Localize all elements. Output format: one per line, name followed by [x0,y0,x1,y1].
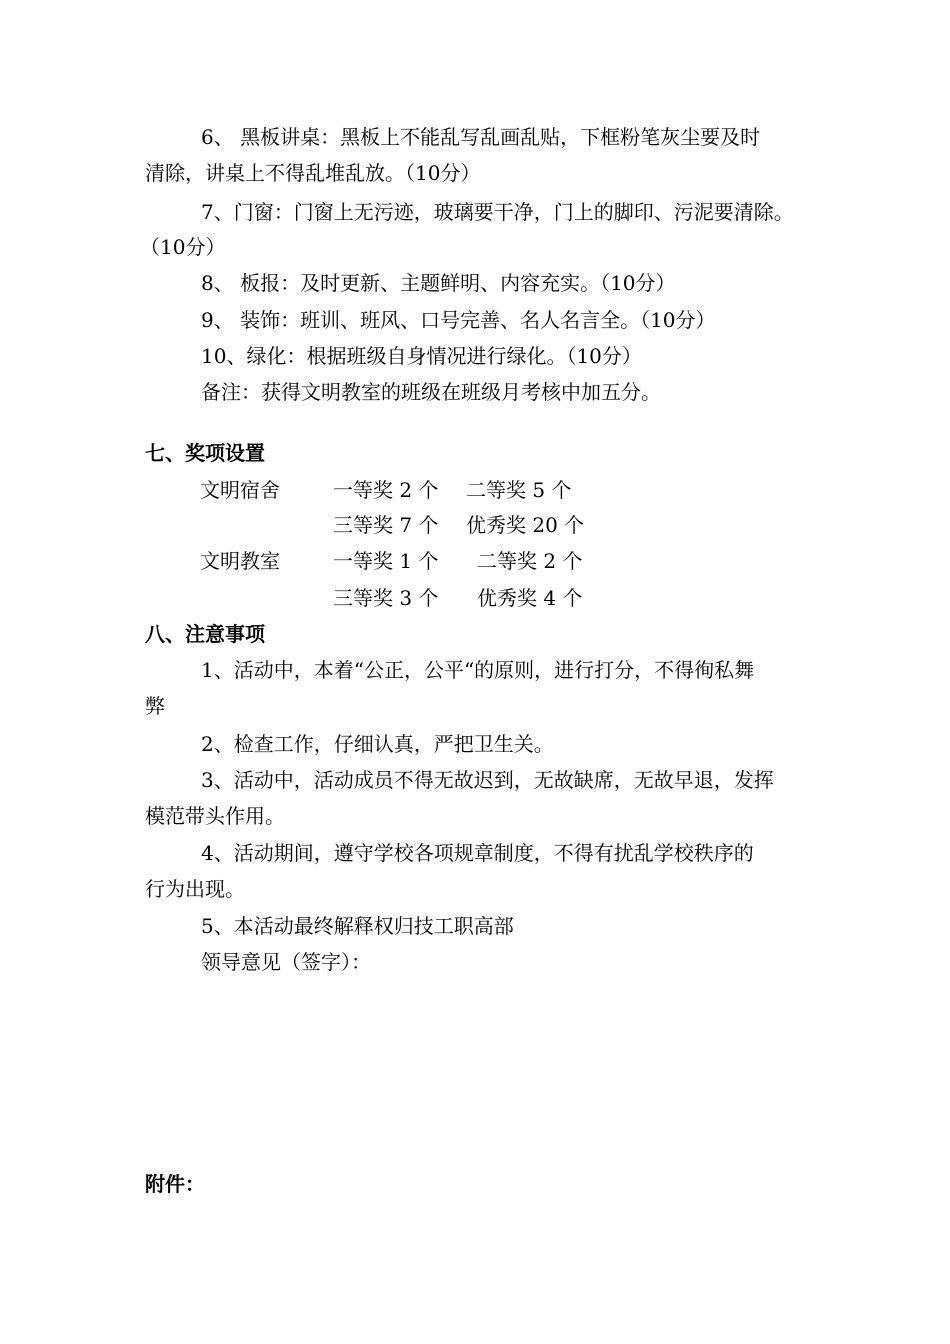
rule-item-6-line2: 清除，讲桌上不得乱堆乱放。（10分） [145,161,481,185]
rule-item-10: 10、绿化：根据班级自身情况进行绿化。（10分） [201,344,642,368]
award-dorm-second: 二等奖 5 个 [466,478,572,502]
note-item-4-line1: 4、活动期间，遵守学校各项规章制度，不得有扰乱学校秩序的 [201,841,754,865]
note-item-3-line2: 模范带头作用。 [145,804,285,828]
award-classroom-third: 三等奖 3 个 [333,586,439,610]
award-category-classroom: 文明教室 [200,549,280,573]
rule-item-8: 8、 板报：及时更新、主题鲜明、内容充实。（10分） [201,271,676,295]
award-classroom-first: 一等奖 1 个 [333,549,439,573]
award-dorm-third: 三等奖 7 个 [333,513,439,537]
award-dorm-first: 一等奖 2 个 [333,478,439,502]
note-item-2: 2、检查工作，仔细认真，严把卫生关。 [201,732,554,756]
rule-item-7-line1: 7、门窗：门窗上无污迹，玻璃要干净，门上的脚印、污泥要清除。 [201,200,794,224]
rule-item-7-line2: （10分） [140,235,226,259]
note-item-3-line1: 3、活动中，活动成员不得无故迟到，无故缺席，无故早退，发挥 [201,768,774,792]
award-category-dorm: 文明宿舍 [200,478,280,502]
note-item-1-line1: 1、活动中，本着“公正，公平“的原则，进行打分，不得徇私舞 [201,658,755,682]
award-classroom-second: 二等奖 2 个 [477,549,583,573]
rule-note: 备注：获得文明教室的班级在班级月考核中加五分。 [201,380,661,404]
rule-item-6-line1: 6、 黑板讲桌：黑板上不能乱写乱画乱贴，下框粉笔灰尘要及时 [201,125,761,149]
signature-line: 领导意见（签字）： [201,950,371,974]
rule-item-9: 9、 装饰：班训、班风、口号完善、名人名言全。（10分） [201,308,716,332]
note-item-4-line2: 行为出现。 [145,877,245,901]
note-item-5: 5、本活动最终解释权归技工职高部 [201,914,514,938]
award-dorm-excellent: 优秀奖 20 个 [466,513,585,537]
note-item-1-line2: 弊 [145,694,165,718]
section-heading-notes: 八、注意事项 [145,622,265,646]
award-classroom-excellent: 优秀奖 4 个 [477,586,583,610]
section-heading-awards: 七、奖项设置 [145,441,265,465]
attachment-label: 附件： [145,1172,205,1196]
